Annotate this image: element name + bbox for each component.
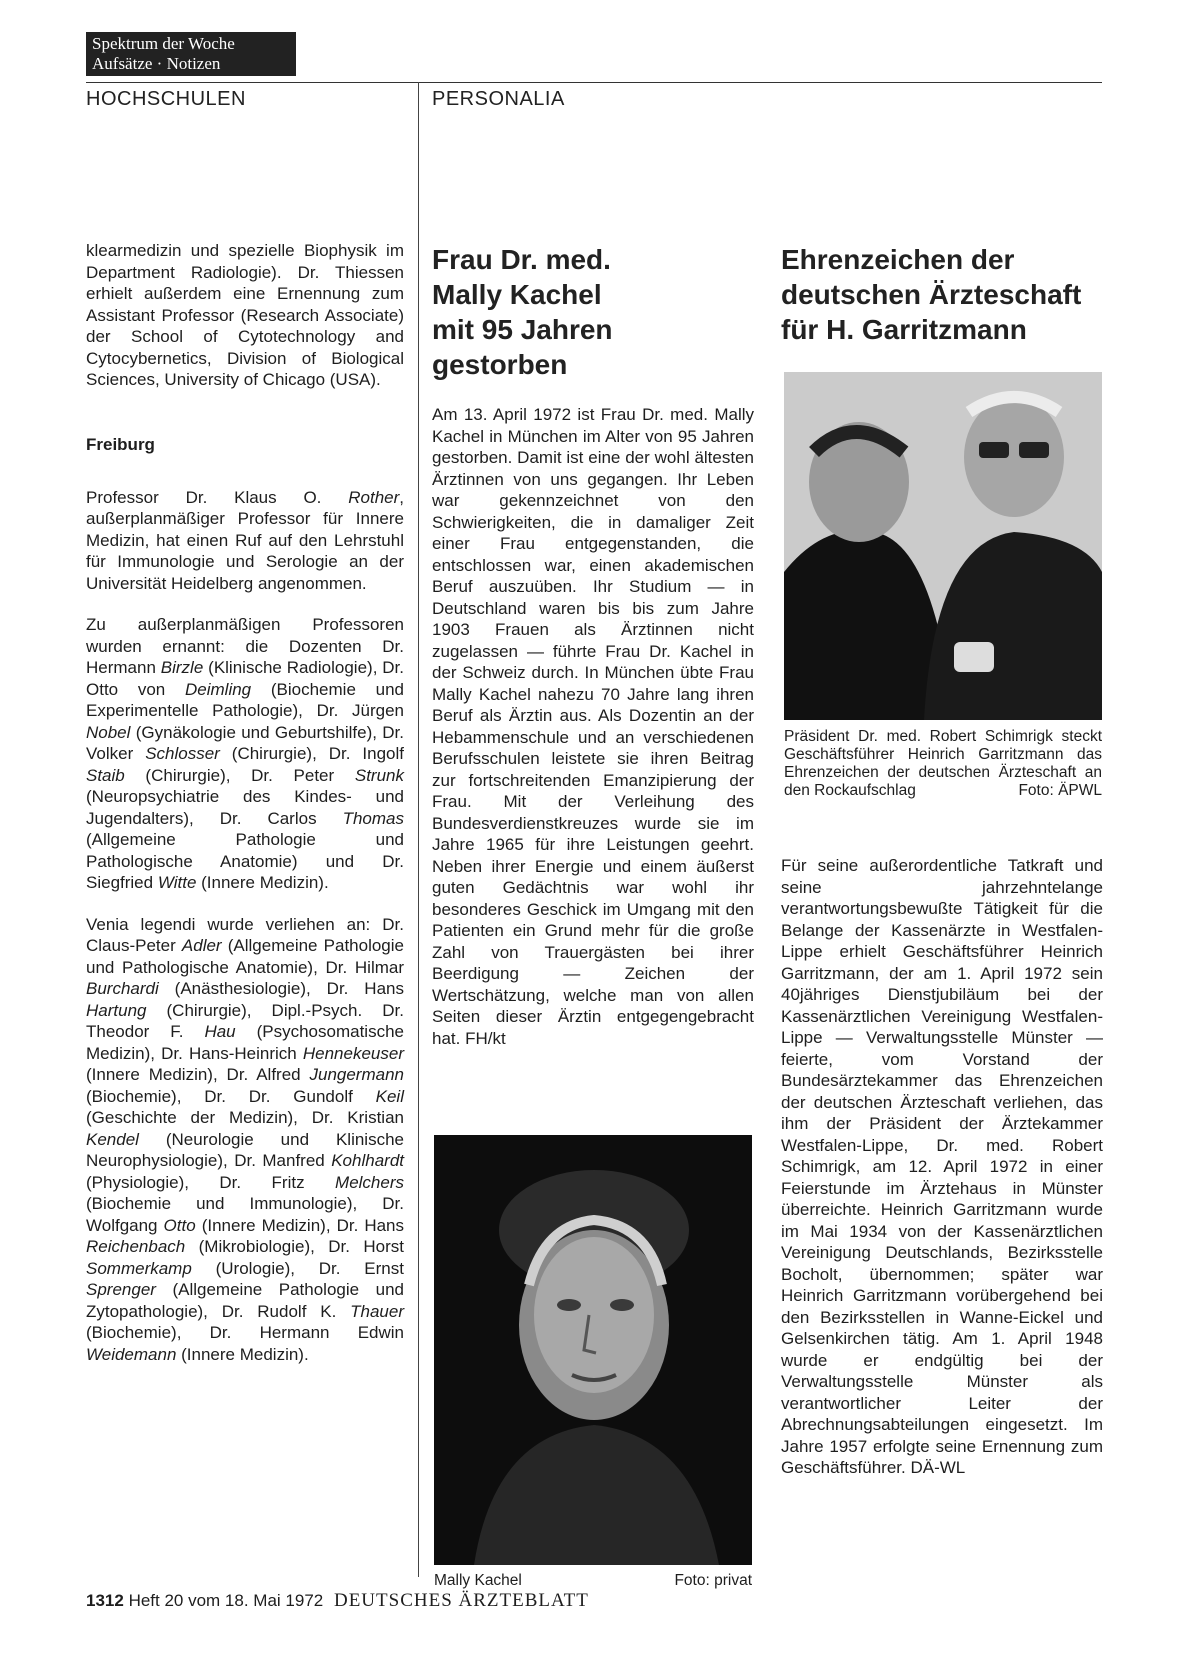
author-signature: FH/kt [465, 1028, 506, 1048]
caption-kachel [434, 1572, 752, 1590]
issue-info: Heft 20 vom 18. Mai 1972 [128, 1591, 324, 1610]
ceremony-image [784, 372, 1102, 720]
headline-kachel: Frau Dr. med. Mally Kachel mit 95 Jahren gestorben [432, 244, 613, 380]
article-paragraph: Professor Dr. Klaus O. Rother, außerplanmäßiger Professor für Innere Medizin, hat einen Ruf auf den Lehrstuhl für Immunologie und Serologie an der Universität Heidelberg angenommen. [86, 487, 404, 593]
section-personalia: PERSONALIA [432, 88, 565, 110]
magazine-name: DEUTSCHES ÄRZTEBLATT [333, 1590, 589, 1611]
article-body-garritzmann-wrap [781, 855, 1103, 1479]
subhead-freiburg: Freiburg [86, 434, 155, 454]
article-kachel [432, 242, 754, 1049]
caption-credit: Foto: ÄPWL [1018, 782, 1102, 799]
caption-text: Präsident Dr. med. Robert Schimrigk steckt Geschäftsführer Heinrich Garritzmann das Ehrenzeichen der deutschen Ärzteschaft an den Rockaufschlag [784, 728, 1102, 799]
masthead-line-1: Spektrum der Woche [92, 34, 235, 53]
page-number: 1312 [86, 1591, 124, 1610]
column-divider [418, 82, 419, 1577]
section-hochschulen: HOCHSCHULEN [86, 88, 246, 110]
article-paragraph: Venia legendi wurde verliehen an: Dr. Claus-Peter Adler (Allgemeine Pathologie und Pathologische Anatomie), Dr. Hilmar Burchardi (Anästhesiologie), Dr. Hans Hartung (Chirurgie), Dipl.-Psych. Dr. Theodor F. Hau (Psychosomatische Medizin), Dr. Hans-Heinrich Hennekeuser (Innere Medizin), Dr. Alfred Jungermann (Biochemie), Dr. Dr. Gundolf Keil (Geschichte der Medizin), Dr. Kristian Kendel (Neurologie und Klinische Neurophysiologie), Dr. Manfred Kohlhardt (Physiologie), Dr. Fritz Melchers (Biochemie und Immunologie), Dr. Wolfgang Otto (Innere Medizin), Dr. Hans Reichenbach (Mikrobiologie), Dr. Horst Sommerkamp (Urologie), Dr. Ernst Sprenger (Allgemeine Pathologie und Zytopathologie), Dr. Rudolf K. Thauer (Biochemie), Dr. Hermann Edwin Weidemann (Innere Medizin). [86, 914, 405, 1364]
article-paragraph: Zu außerplanmäßigen Professoren wurden ernannt: die Dozenten Dr. Hermann Birzle (Klinische Radiologie), Dr. Otto von Deimling (Biochemie und Experimentelle Pathologie), Dr. Jürgen Nobel (Gynäkologie und Geburtshilfe), Dr. Volker Schlosser (Chirurgie), Dr. Ingolf Staib (Chirurgie), Dr. Peter Strunk (Neuropsychiatrie des Kindes- und Jugendalters), Dr. Carlos Thomas (Allgemeine Pathologie und Pathologische Anatomie) und Dr. Siegfried Witte (Innere Medizin). [86, 615, 405, 892]
article-garritzmann [781, 242, 1103, 347]
article-body-kachel: Am 13. April 1972 ist Frau Dr. med. Mally Kachel in München im Alter von 95 Jahren gestorben. Damit ist eine der wohl ältesten Ärztinnen von uns gegangen. Ihr Leben war gekennzeichnet von den Schwierigkeiten, die in damaliger Zeit einer Frau entgegenstanden, die entschlossen war, einen akademischen Beruf auszuüben. Ihr Studium — in Deutschland waren bis bis zum Jahre 1903 Frauen als Ärztinnen nicht zugelassen — führte Frau Dr. Kachel in der Schweiz durch. In München übte Frau Mally Kachel nahezu 70 Jahre lang ihren Beruf als Ärztin aus. Als Dozentin an der Hebammenschule und an verschiedenen Berufsschulen leistete sie ihren Beitrag zur fortschreitenden Emanzipierung der Frau. Mit der Verleihung des Bundesverdienstkreuzes wurde sie im Jahre 1965 für ihre Leistungen geehrt. Neben ihrer Energie und einem äußerst guten Gedächtnis war wohl ihr besonderes Geschick im Umgang mit den Patienten ein Grund mehr für die große Zahl von Trauergästen bei ihrer Beerdigung — Zeichen der Wertschätzung, welche man von allen Seiten dieser Ärztin entgegengebracht hat. FH/kt [432, 405, 754, 1048]
caption-name: Mally Kachel [434, 1572, 522, 1589]
photo-garritzmann [784, 372, 1102, 720]
masthead [86, 32, 296, 76]
portrait-image [434, 1135, 752, 1565]
article-paragraph: klearmedizin und spezielle Biophysik im Department Radiologie). Dr. Thiessen erhielt außerdem eine Ernennung zum Assistant Professor (Research Associate) der School of Cytotechnology and Cytocybernetics, Division of Biological Sciences, University of Chicago (USA). [86, 241, 404, 389]
column-hochschulen [86, 240, 404, 1365]
article-body-garritzmann: Für seine außerordentliche Tatkraft und seine jahrzehntelange verantwortungsbewußte Tätigkeit für die Belange der Kassenärzte in Westfalen-Lippe erhielt Geschäftsführer Heinrich Garritzmann, der am 1. April 1972 sein 40jähriges Dienstjubiläum bei der Kassenärztlichen Vereinigung Westfalen-Lippe — Verwaltungsstelle Münster — feierte, vom Vorstand der Bundesärztekammer das Ehrenzeichen der deutschen Ärzteschaft verliehen, das ihm der Präsident der Ärztekammer Westfalen-Lippe, Dr. med. Robert Schimrigk, am 12. April 1972 in einer Feierstunde im Ärztehaus in Münster überreichte. Heinrich Garritzmann wurde im Mai 1934 von der Kassenärztlichen Vereinigung Deutschlands, Bezirksstelle Bocholt, übernommen; später war Heinrich Garritzmann vorübergehend bei den Bezirksstellen in Wanne-Eickel und Gelsenkirchen tätig. Am 1. April 1948 wurde er endgültig bei der Verwaltungsstelle Münster als verantwortlicher Leiter der Abrechnungsabteilungen eingesetzt. Im Jahre 1957 erfolgte seine Ernennung zum Geschäftsführer. DÄ-WL [781, 856, 1103, 1477]
headline-garritzmann: Ehrenzeichen der deutschen Ärzteschaft für H. Garritzmann [781, 244, 1082, 345]
top-rule [86, 82, 1102, 83]
masthead-line-2: Aufsätze · Notizen [92, 54, 221, 73]
caption-garritzmann [784, 728, 1102, 800]
author-signature: DÄ-WL [910, 1458, 966, 1477]
photo-mally-kachel [434, 1135, 752, 1565]
page-footer [86, 1590, 589, 1612]
caption-credit: Foto: privat [674, 1572, 752, 1589]
